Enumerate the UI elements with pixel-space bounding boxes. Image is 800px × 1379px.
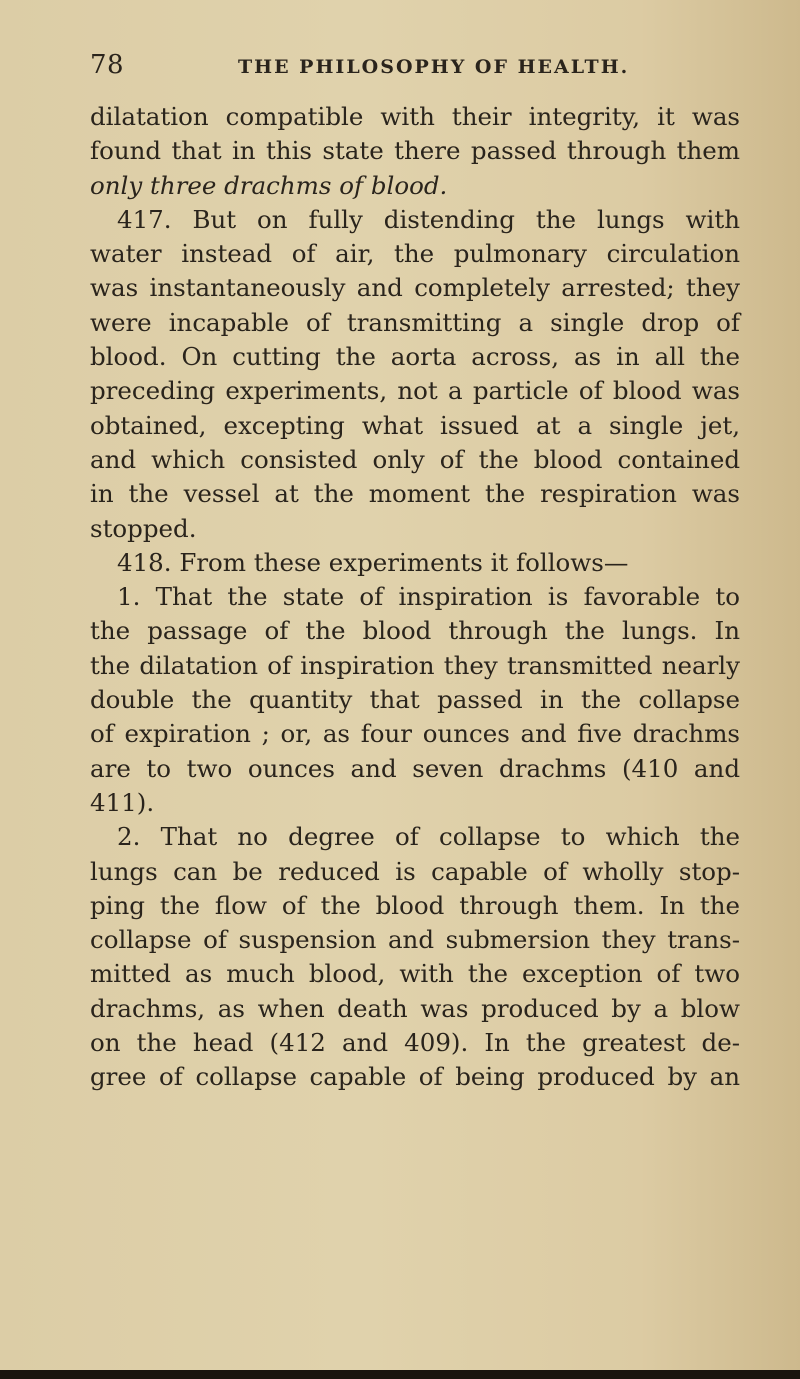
text-line: the dilatation of inspiration they transmitted nearly [90, 650, 740, 680]
page-header [90, 50, 740, 90]
text-line: gree of collapse capable of being produced by an [90, 1062, 740, 1092]
text-line: were incapable of transmitting a single drop of [90, 307, 740, 337]
text-line: in the vessel at the moment the respiration was [90, 479, 740, 509]
text-line: blood. On cutting the aorta across, as in all the [90, 342, 740, 372]
paragraph-418-start: 418. From these experiments it follows— [117, 547, 629, 577]
text-line: lungs can be reduced is capable of wholly stop- [90, 856, 740, 886]
text-line: water instead of air, the pulmonary circulation [90, 239, 740, 269]
text-line: was instantaneously and completely arrested; they [90, 273, 740, 303]
list-item-1-start: 1. That the state of inspiration is favorable to [117, 582, 740, 612]
text-line: stopped. [90, 513, 197, 543]
text-line: on the head (412 and 409). In the greatest de- [90, 1028, 740, 1058]
text-line: obtained, excepting what issued at a single jet, [90, 410, 740, 440]
text-line: of expiration ; or, as four ounces and five drachms [90, 719, 740, 749]
text-line: double the quantity that passed in the collapse [90, 685, 740, 715]
text-line: 411). [90, 787, 155, 817]
text-line: dilatation compatible with their integrity, it was [90, 102, 740, 131]
running-title: THE PHILOSOPHY OF HEALTH. [238, 56, 630, 78]
text-line: mitted as much blood, with the exception of two [90, 959, 740, 989]
page-number: 78 [90, 50, 125, 80]
text-line: preceding experiments, not a particle of blood was [90, 376, 740, 406]
paragraph-417-start: 417. But on fully distending the lungs with [117, 204, 740, 234]
bottom-edge [0, 1370, 800, 1379]
list-item-2-start: 2. That no degree of collapse to which the [117, 822, 740, 852]
text-line: ping the flow of the blood through them. In the [90, 890, 740, 920]
text-line-italic: only three drachms of blood. [90, 170, 448, 200]
text-line: are to two ounces and seven drachms (410 and [90, 753, 740, 783]
body-text [90, 100, 740, 1095]
text-line: and which consisted only of the blood contained [90, 444, 740, 474]
text-line: drachms, as when death was produced by a blow [90, 993, 740, 1023]
text-line: the passage of the blood through the lungs. In [90, 616, 740, 646]
text-line: collapse of suspension and submersion they trans- [90, 925, 740, 955]
text-line: found that in this state there passed through them [90, 136, 740, 166]
